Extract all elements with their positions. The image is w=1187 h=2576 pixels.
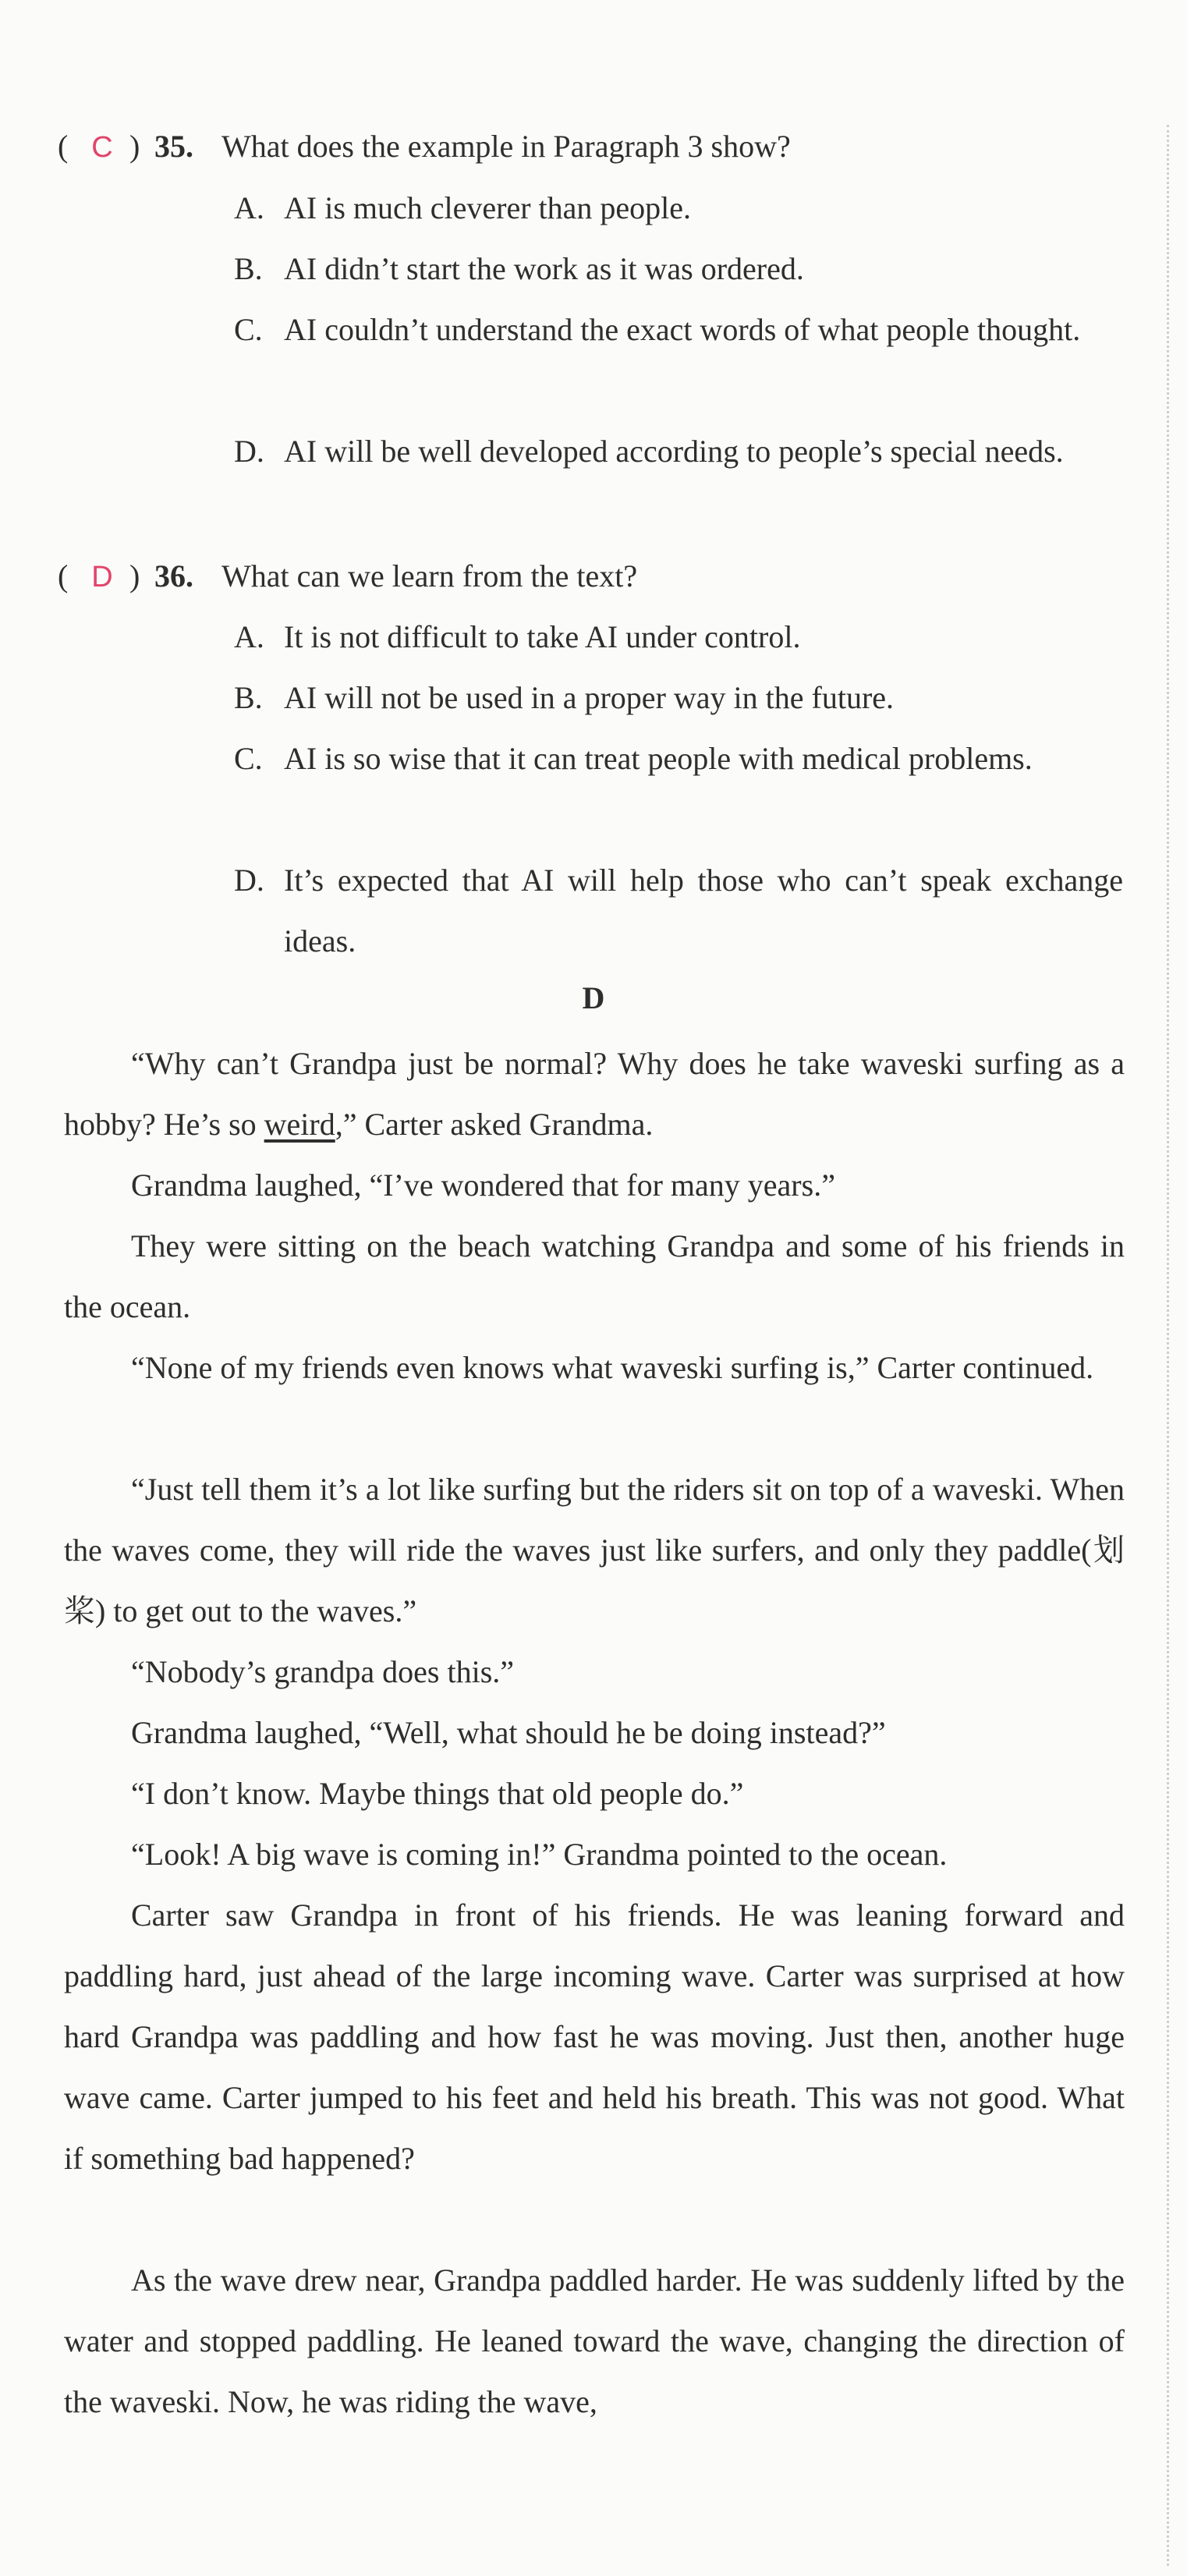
option-letter: C. — [234, 741, 263, 776]
option-letter: B. — [234, 251, 263, 286]
option-text: AI didn’t start the work as it was ordered. — [284, 251, 804, 286]
passage-paragraph-11: As the wave drew near, Grandpa paddled harder. He was suddenly lifted by the water and stopped paddling. He leaned toward the wave, changing the direction of the waveski. Now, he was riding the wave, — [64, 2262, 1125, 2419]
question-35 — [58, 126, 791, 168]
option-35-d — [234, 421, 1123, 482]
left-paren: ( — [58, 129, 69, 164]
passage-paragraph-1 — [64, 1033, 1125, 1155]
right-paren: ) — [129, 129, 140, 164]
option-36-d — [234, 850, 1123, 972]
option-36-c — [234, 728, 1123, 789]
question-36 — [58, 556, 637, 597]
option-35-a — [234, 178, 1123, 239]
option-letter: A. — [234, 190, 264, 225]
passage-paragraph-5: “Just tell them it’s a lot like surfing but the riders sit on top of a waveski. When the waves come, they will ride the waves just like surfers, and only they paddle(划桨) to get out to the waves.” — [64, 1472, 1125, 1628]
question-stem-36: What can we learn from the text? — [221, 558, 638, 594]
option-35-b — [234, 239, 1123, 299]
passage-paragraph-8: “I don’t know. Maybe things that old people do.” — [131, 1776, 744, 1811]
passage-paragraph-4: “None of my friends even knows what waveski surfing is,” Carter continued. — [131, 1350, 1094, 1385]
option-text: AI will not be used in a proper way in the future. — [284, 680, 895, 715]
margin-dotted-rule — [1167, 125, 1169, 2566]
option-text: AI is so wise that it can treat people with medical problems. — [284, 741, 1033, 776]
option-letter: A. — [234, 619, 264, 654]
option-text: It’s expected that AI will help those who can’t speak exchange ideas. — [284, 863, 1123, 958]
option-letter: B. — [234, 680, 263, 715]
section-heading: D — [582, 980, 605, 1015]
underlined-word: weird — [264, 1107, 335, 1142]
question-number-36: 36. — [154, 558, 193, 594]
option-letter: D. — [234, 434, 264, 469]
passage-paragraph-6: “Nobody’s grandpa does this.” — [131, 1654, 515, 1689]
option-letter: C. — [234, 312, 263, 347]
paragraph-text: “Why can’t Grandpa just be normal? Why does he take waveski surfing as a hobby? He’s so — [64, 1046, 1125, 1142]
right-paren: ) — [129, 558, 140, 594]
option-text: It is not difficult to take AI under control. — [284, 619, 801, 654]
answer-mark-36: D — [91, 561, 113, 594]
answer-mark-35: C — [91, 131, 113, 164]
passage-paragraph-2: Grandma laughed, “I’ve wondered that for many years.” — [131, 1168, 835, 1203]
passage-paragraph-9: “Look! A big wave is coming in!” Grandma pointed to the ocean. — [131, 1837, 948, 1872]
option-text: AI is much cleverer than people. — [284, 190, 692, 225]
paragraph-text: ,” Carter asked Grandma. — [335, 1107, 654, 1142]
option-text: AI will be well developed according to people’s special needs. — [284, 434, 1064, 469]
passage-paragraph-7: Grandma laughed, “Well, what should he be doing instead?” — [131, 1715, 886, 1750]
question-stem-35: What does the example in Paragraph 3 show? — [221, 129, 791, 164]
option-text: AI couldn’t understand the exact words of what people thought. — [284, 312, 1081, 347]
left-paren: ( — [58, 558, 69, 594]
option-36-b — [234, 668, 1123, 728]
option-letter: D. — [234, 863, 264, 898]
option-35-c — [234, 299, 1123, 360]
passage-paragraph-10: Carter saw Grandpa in front of his friends. He was leaning forward and paddling hard, just ahead of the large incoming wave. Carter was surprised at how hard Grandpa was paddling and how fast he was moving. Just then, another huge wave came. Carter jumped to his feet and held his breath. This was not good. What if something bad happened? — [64, 1897, 1125, 2176]
passage-paragraph-3: They were sitting on the beach watching Grandpa and some of his friends in the ocean. — [64, 1228, 1125, 1324]
question-number-35: 35. — [154, 129, 193, 164]
option-36-a — [234, 607, 1123, 668]
